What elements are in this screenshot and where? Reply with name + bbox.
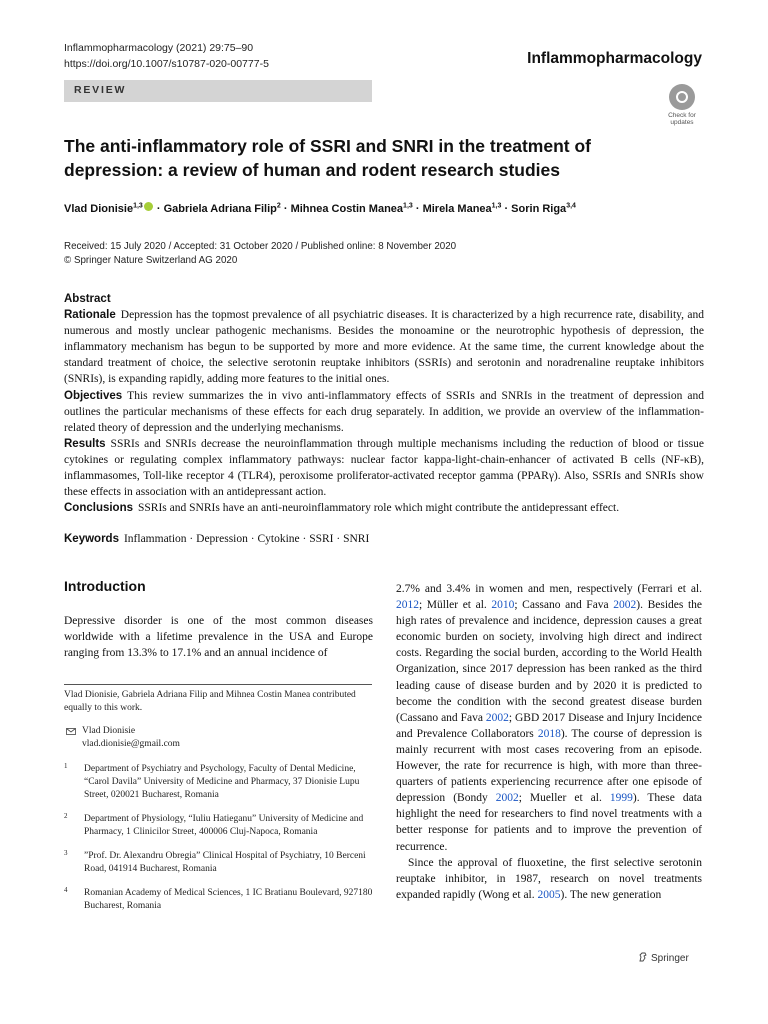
paragraph-text: Since the approval of fluoxetine, the first selective serotonin reuptake inhibitor, in 1987, research on novel treatments expanded rapidly (Wong et al. [396,856,702,901]
abstract-rationale-label: Rationale [64,309,116,322]
paragraph-text: ). The course of depression is mainly recurrent with most cases recovering from an episode. However, the rate for recurrence is high, with more than three-quarters of patients experiencing recurrence after one episode of depression (Bondy [396,727,702,805]
author-affiliation-marker: 3,4 [566,202,576,210]
affiliation-2 [64,813,373,839]
springer-horse-icon [638,952,648,962]
affiliation-number: 3 [64,849,68,857]
paragraph-text: ; Cassano and Fava [514,599,614,612]
abstract-objectives-label: Objectives [64,389,123,402]
citation-link[interactable]: 2002 [613,599,637,612]
introduction-paragraph-2 [396,581,702,855]
introduction-left-column [64,613,373,661]
paragraph-text: ). Besides the high rates of prevalence and incidence, depression causes a great economic burden on society, involving high direct and indirect costs. Regarding the social burden, according to the World Health Organization, since 2017 depression has been ranked as the third leading cause of disease burden and by 2020 it is predicted to become the condition with the second greatest disease burden (Cassano and Fava [396,599,702,724]
running-header [64,40,269,72]
affiliation-4 [64,887,373,913]
abstract-results-label: Results [64,437,106,450]
abstract-conclusions-text: SSRIs and SNRIs have an anti-neuroinflammatory role which might contribute the antidepressant effect. [138,502,620,515]
citation-link[interactable]: 2002 [495,792,519,805]
author-affiliation-marker: 1,3 [403,202,413,210]
copyright-notice: © Springer Nature Switzerland AG 2020 [64,255,238,266]
keywords-label: Keywords [64,533,119,545]
affiliation-text: Department of Physiology, “Iuliu Hatieganu” University of Medicine and Pharmacy, 1 Clinicilor Street, 400006 Cluj-Napoca, Romania [84,814,364,837]
abstract-conclusions [64,500,704,516]
abstract-conclusions-label: Conclusions [64,502,134,515]
abstract-rationale-text: Depression has the topmost prevalence of all psychiatric diseases. It is characterized by a high recurrence rate, disability, and numerous and mostly unclear pathogenic mechanisms. Besides the monoamine or the neurotrophic hypothesis of depression, the inflammatory mechanism has begun to be supported by more and more evidence. At the same time, the current knowledge about the standard treatment of choice, the selective serotonin reuptake inhibitors (SSRIs) and serotonin and noradrenaline reuptake inhibitors (SNRIs), is expanding rapidly, adding more features to the initial ones. [64,309,704,386]
author-separator: · [153,203,164,215]
footnote-divider [64,684,372,685]
check-for-updates-badge[interactable] [662,84,702,126]
doi-link[interactable]: https://doi.org/10.1007/s10787-020-00777-5 [64,58,269,70]
author-separator: · [501,203,512,215]
citation-link[interactable]: 2010 [491,599,515,612]
affiliation-number: 4 [64,886,68,894]
affiliation-3 [64,850,373,876]
envelope-icon [66,728,76,735]
abstract-rationale [64,307,704,387]
abstract-heading: Abstract [64,293,111,305]
keywords-text: Inflammation · Depression · Cytokine · SSRI · SNRI [123,533,370,545]
author-name[interactable]: Mirela Manea [422,203,492,215]
publisher-logo [638,952,689,964]
publication-dates [64,240,456,268]
citation-link[interactable]: 2018 [537,727,561,740]
abstract-results-text: SSRIs and SNRIs decrease the neuroinflammation through multiple mechanisms including the reduction of blood or tissue cytokines or regulating complex inflammatory pathways: nuclear factor kappa-light-chain-enhancer of activated B cells (NF-κB), inflammasomes, Toll-like receptor 4 (TLR4), peroxisome proliferator-activated receptor gamma (PPARγ). Also, SSRIs and SNRIs show these effects in association with an antidepressant action. [64,437,704,499]
author-affiliation-marker: 1,3 [491,202,502,210]
publisher-name: Springer [651,953,689,964]
affiliation-number: 2 [64,812,68,820]
introduction-right-column [396,581,702,903]
author-name[interactable]: Sorin Riga [511,203,567,215]
author-separator: · [280,203,291,215]
affiliation-number: 1 [64,762,68,770]
paragraph-text: ; GBD 2017 Disease and Injury Incidence and Prevalence Collaborators [396,711,703,740]
paragraph-text: ). The new generation [560,888,662,901]
paragraph-text: ; Müller et al. [419,599,492,612]
paragraph-text: ; Mueller et al. [518,792,610,805]
contribution-note: Vlad Dionisie, Gabriela Adriana Filip and Mihnea Costin Manea contributed equally to this work. [64,690,356,713]
orcid-icon[interactable] [144,202,153,211]
check-updates-text: Check for updates [668,112,696,126]
affiliation-text: Romanian Academy of Medical Sciences, 1 IC Bratianu Boulevard, 927180 Bucharest, Romania [84,888,373,911]
author-affiliation-marker: 2 [276,202,281,210]
article-type-label: REVIEW [74,84,127,96]
abstract [64,291,704,516]
check-updates-icon [669,84,695,110]
author-name[interactable]: Vlad Dionisie [64,203,134,215]
affiliation-text: ”Prof. Dr. Alexandru Obregia” Clinical Hospital of Psychiatry, 10 Berceni Road, 041914 Bucharest, Romania [84,851,366,874]
corresponding-author-email[interactable]: vlad.dionisie@gmail.com [82,739,180,749]
citation-link[interactable]: 2012 [396,599,419,612]
affiliation-1 [64,763,373,802]
introduction-paragraph-3 [396,855,702,903]
article-title: The anti-inflammatory role of SSRI and SNRI in the treatment of depression: a review of human and rodent research studies [64,136,591,180]
paragraph-text: 2.7% and 3.4% in women and men, respectively (Ferrari et al. [396,583,702,595]
corresponding-author-name: Vlad Dionisie [82,726,136,736]
footnotes [64,689,373,924]
abstract-objectives-text: This review summarizes the in vivo anti-inflammatory effects of SSRIs and SNRIs in the treatment of depression and outlines the particular mechanisms of these effects for each drug separately. In addition, we provide an overview of the inflammation-related theory of depression and the underlying mechanisms. [64,389,704,434]
author-list [64,202,576,215]
journal-citation: Inflammopharmacology (2021) 29:75–90 [64,42,254,54]
affiliation-text: Department of Psychiatry and Psychology, Faculty of Dental Medicine, “Carol Davila” University of Medicine and Pharmacy, 37 Dionisie Lupu Street, 020021 Bucharest, Romania [84,764,360,800]
article-type-bar [64,80,372,102]
paragraph-text: ). These data highlight the need for researchers to find novel treatments with a better response for patients and to improve the prevention of recurrence. [396,792,702,853]
citation-link[interactable]: 2005 [537,888,561,901]
abstract-results [64,436,704,500]
introduction-heading: Introduction [64,578,146,594]
author-name[interactable]: Gabriela Adriana Filip [163,203,277,215]
journal-name: Inflammopharmacology [527,50,702,67]
abstract-objectives [64,388,704,436]
received-accepted-published: Received: 15 July 2020 / Accepted: 31 October 2020 / Published online: 8 November 2020 [64,241,457,252]
introduction-paragraph-1: Depressive disorder is one of the most common diseases worldwide with a lifetime prevalence in the USA and Europe ranging from 13.3% to 17.1% and an annual incidence of [64,615,373,660]
citation-link[interactable]: 2002 [485,711,509,724]
corresponding-author [64,725,373,751]
citation-link[interactable]: 1999 [609,792,633,805]
author-affiliation-marker: 1,3 [133,202,143,210]
author-separator: · [412,203,423,215]
author-name[interactable]: Mihnea Costin Manea [290,203,404,215]
keywords [64,533,369,545]
